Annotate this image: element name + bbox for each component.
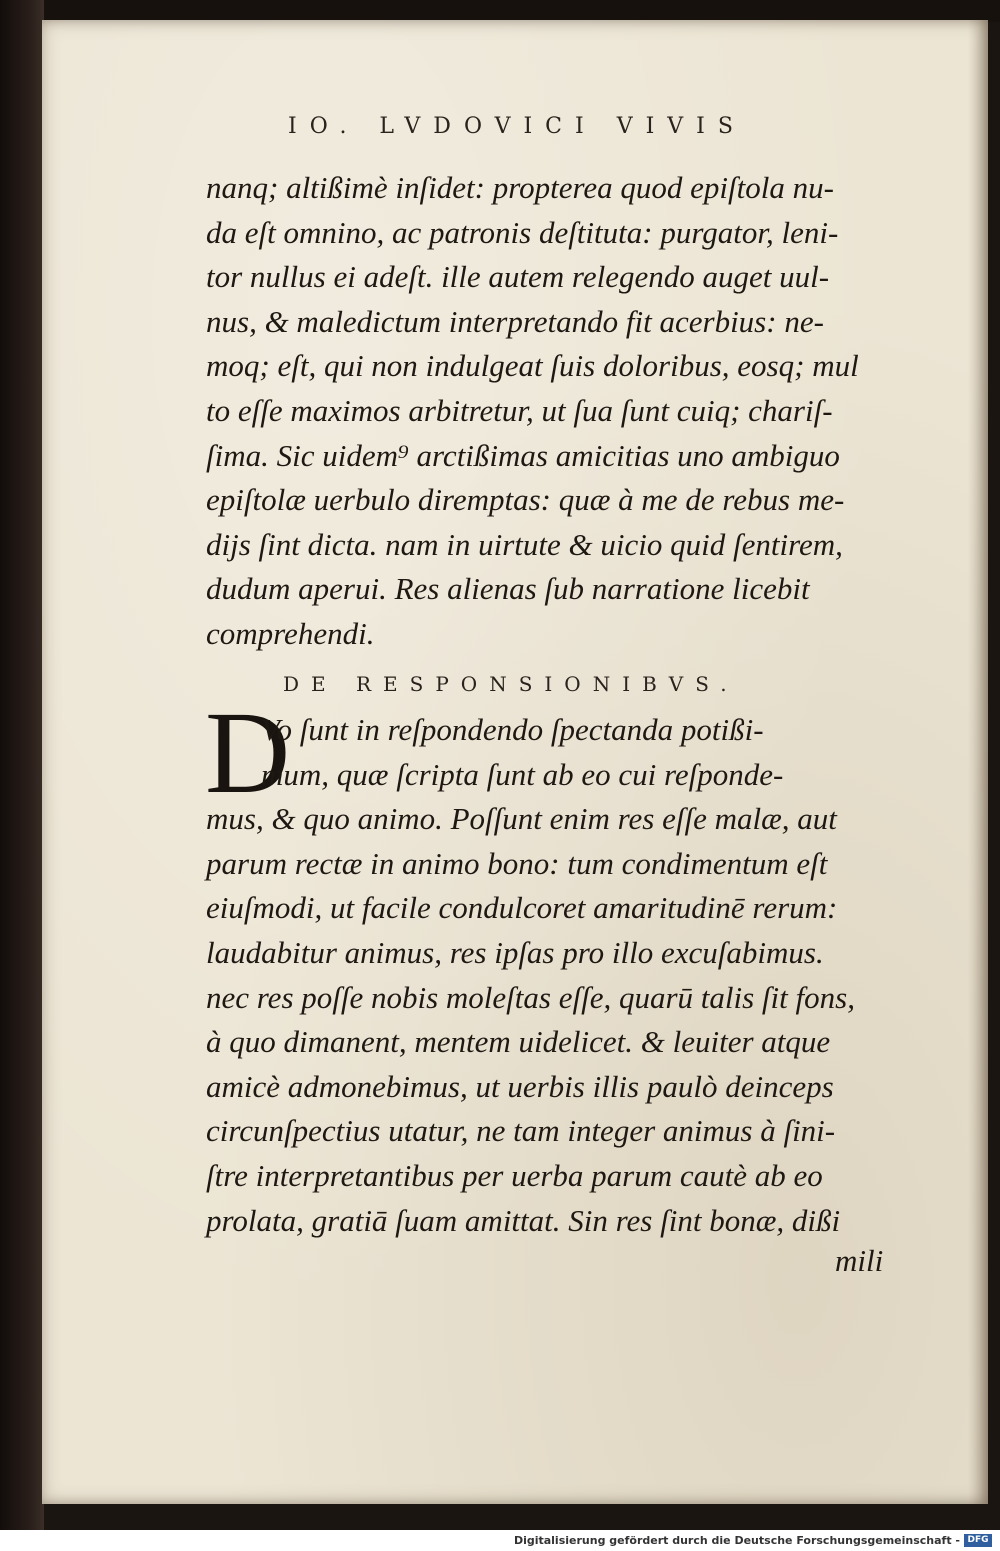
text-line: dudum aperui. Res alienas ſub narratione licebit [206, 571, 810, 607]
text-line: nus, & maledictum interpretando fit acerbius: ne- [206, 303, 824, 339]
catchword: mili [835, 1243, 884, 1278]
text-line: Vo ſunt in reſpondendo ſpectanda potißi- [261, 712, 764, 747]
dfg-logo-icon: DFG [964, 1534, 992, 1547]
scan-border-top [0, 0, 1000, 22]
section-heading: DE RESPONSIONIBVS. [283, 672, 739, 696]
funding-credit: Digitalisierung gefördert durch die Deutsche Forschungsgemeinschaft - [513, 1534, 960, 1547]
text-line: dijs ſint dicta. nam in uirtute & uicio quid ſentirem, [206, 526, 843, 562]
text-line: nec res poſſe nobis moleſtas eſſe, quarū talis ſit fons, [206, 979, 855, 1015]
text-line: tor nullus ei adeſt. ille autem relegendo auget uul- [206, 259, 830, 295]
paragraph-2 [206, 708, 886, 1243]
text-line: da eſt omnino, ac patronis deſtituta: purgator, leni- [206, 214, 839, 250]
text-line: ſtre interpretantibus per uerba parum cautè ab eo [206, 1157, 823, 1193]
text-line: mus, & quo animo. Poſſunt enim res eſſe malæ, aut [206, 801, 837, 837]
text-line: epiſtolæ uerbulo diremptas: quæ à me de rebus me- [206, 482, 845, 518]
text-line: ſima. Sic uidem⁹ arctißimas amicitias uno ambiguo [206, 437, 840, 473]
text-line: moq; eſt, qui non indulgeat ſuis doloribus, eosq; mul [206, 348, 859, 384]
text-line: amicè admonebimus, ut uerbis illis paulò deinceps [206, 1068, 834, 1104]
paragraph-1 [206, 166, 886, 657]
drop-cap-initial: D [205, 687, 291, 818]
text-line: parum rectæ in animo bono: tum condimentum eſt [206, 845, 828, 881]
page-edge-shadow [968, 20, 988, 1504]
book-binding-edge [0, 0, 44, 1530]
text-line: à quo dimanent, mentem uidelicet. & leuiter atque [206, 1024, 831, 1060]
text-line: comprehendi. [206, 615, 375, 651]
text-line: laudabitur animus, res ipſas pro illo excuſabimus. [206, 934, 824, 970]
text-line: prolata, gratiā ſuam amittat. Sin res ſint bonæ, dißi [206, 1202, 841, 1238]
text-line: to eſſe maximos arbitretur, ut ſua ſunt cuiq; chariſ- [206, 392, 833, 428]
running-head: IO. LVDOVICI VIVIS [288, 114, 746, 139]
text-line: eiuſmodi, ut facile condulcoret amaritudinē rerum: [206, 890, 838, 926]
text-line: mum, quæ ſcripta ſunt ab eo cui reſponde- [261, 756, 784, 792]
text-line: nanq; altißimè inſidet: propterea quod epiſtola nu- [206, 170, 834, 205]
text-line: circunſpectius utatur, ne tam integer animus à ſini- [206, 1113, 836, 1149]
